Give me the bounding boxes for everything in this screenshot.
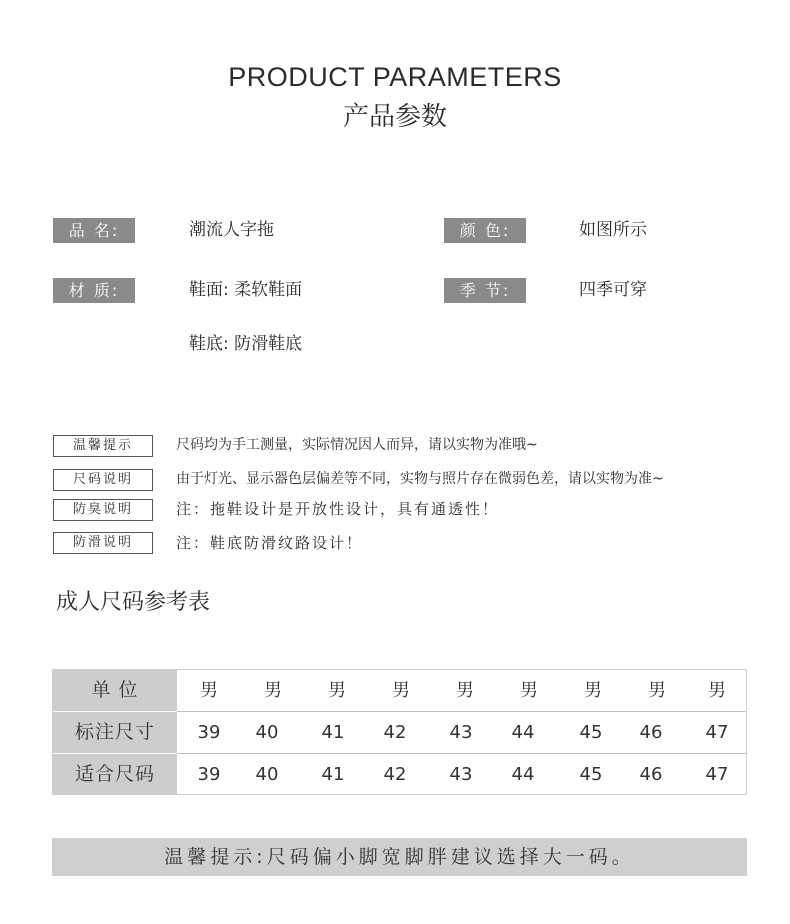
note-label-size: 尺码说明 [53, 469, 153, 491]
row-head-marked-size: 标注尺寸 [53, 712, 177, 753]
table-cell: 40 [255, 764, 279, 785]
table-row-unit [53, 670, 746, 711]
table-cell: 41 [321, 764, 345, 785]
param-name-label: 品 名: [53, 218, 135, 243]
param-season-value: 四季可穿 [579, 280, 647, 300]
size-chart-title: 成人尺码参考表 [56, 590, 211, 615]
footer-tip: 温馨提示:尺码偏小脚宽脚胖建议选择大一码。 [52, 838, 747, 876]
note-text-odor: 注：拖鞋设计是开放性设计，具有通透性！ [176, 500, 500, 518]
param-season-label: 季 节: [444, 278, 526, 303]
table-cell: 男 [392, 680, 410, 701]
table-cell: 39 [197, 764, 221, 785]
table-cell: 男 [328, 680, 346, 701]
note-label-antislip: 防滑说明 [53, 532, 153, 554]
table-cell: 46 [639, 722, 663, 743]
table-cell: 40 [255, 722, 279, 743]
table-cell: 男 [520, 680, 538, 701]
table-cell: 43 [449, 722, 473, 743]
table-cell: 46 [639, 764, 663, 785]
table-cell: 男 [200, 680, 218, 701]
table-cell: 39 [197, 722, 221, 743]
table-row-marked-size [53, 712, 746, 753]
note-text-antislip: 注：鞋底防滑纹路设计！ [176, 534, 364, 552]
table-row-fit-size [53, 754, 746, 795]
table-cell: 43 [449, 764, 473, 785]
table-cell: 45 [579, 764, 603, 785]
param-material-label: 材 质: [53, 278, 135, 303]
table-cell: 42 [383, 764, 407, 785]
param-color-value: 如图所示 [579, 220, 647, 240]
note-label-odor: 防臭说明 [53, 499, 153, 521]
size-table [52, 669, 747, 795]
table-cell: 男 [264, 680, 282, 701]
table-cell: 47 [705, 764, 729, 785]
table-cell: 44 [511, 764, 535, 785]
table-cell: 45 [579, 722, 603, 743]
table-cell: 47 [705, 722, 729, 743]
row-head-unit: 单 位 [53, 670, 177, 711]
table-cell: 41 [321, 722, 345, 743]
note-text-tip: 尺码均为手工测量，实际情况因人而异，请以实物为准哦~ [176, 437, 538, 453]
table-cell: 男 [456, 680, 474, 701]
table-cell: 男 [708, 680, 726, 701]
param-material-upper: 鞋面: 柔软鞋面 [189, 280, 303, 300]
page-title-en: PRODUCT PARAMETERS [228, 62, 562, 92]
note-text-size: 由于灯光、显示器色层偏差等不同，实物与照片存在微弱色差，请以实物为准~ [176, 471, 664, 487]
table-cell: 44 [511, 722, 535, 743]
table-cell: 42 [383, 722, 407, 743]
param-name-value: 潮流人字拖 [189, 220, 274, 240]
page-title-cn: 产品参数 [342, 102, 447, 132]
note-label-tip: 温馨提示 [53, 435, 153, 457]
param-color-label: 颜 色: [444, 218, 526, 243]
param-material-sole: 鞋底: 防滑鞋底 [189, 334, 303, 354]
table-cell: 男 [648, 680, 666, 701]
row-head-fit-size: 适合尺码 [53, 754, 177, 795]
table-cell: 男 [584, 680, 602, 701]
